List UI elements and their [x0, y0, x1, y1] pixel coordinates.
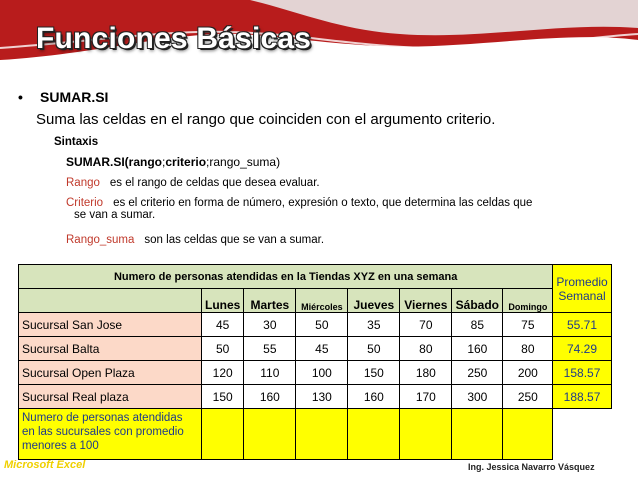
- value-cell[interactable]: 150: [348, 361, 400, 385]
- arg-text: es el rango de celdas que desea evaluar.: [109, 177, 320, 189]
- arg-name: Rango: [66, 177, 100, 189]
- avg-header-line2: Semanal: [558, 288, 606, 303]
- summary-outside-cell: [553, 409, 611, 460]
- value-cell[interactable]: 45: [296, 337, 348, 361]
- value-cell[interactable]: 160: [452, 337, 503, 361]
- topic-description: Suma las celdas en el rango que coinciden con el argumento criterio.: [36, 111, 496, 128]
- syntax-rest: ;rango_suma): [206, 155, 281, 169]
- summary-empty-cell[interactable]: [503, 409, 553, 460]
- summary-empty-cell[interactable]: [202, 409, 244, 460]
- value-cell[interactable]: 130: [296, 385, 348, 409]
- bullet-icon: •: [18, 89, 23, 105]
- value-cell[interactable]: 200: [503, 361, 553, 385]
- syntax-formula: [66, 155, 280, 169]
- value-cell[interactable]: 100: [296, 361, 348, 385]
- value-cell[interactable]: 170: [400, 385, 452, 409]
- arg-rango: [66, 177, 320, 189]
- value-cell[interactable]: 45: [202, 313, 244, 337]
- avg-header-line1: Promedio: [556, 274, 608, 289]
- value-cell[interactable]: 80: [503, 337, 553, 361]
- branch-cell[interactable]: Sucursal Open Plaza: [19, 361, 202, 385]
- syntax-arg-rango: rango: [128, 155, 163, 169]
- value-cell[interactable]: 50: [202, 337, 244, 361]
- footer-author: Ing. Jessica Navarro Vásquez: [468, 462, 595, 472]
- branch-cell[interactable]: Sucursal Balta: [19, 337, 202, 361]
- corner-cell: [19, 289, 202, 313]
- value-cell[interactable]: 120: [202, 361, 244, 385]
- avg-header: [553, 265, 611, 313]
- arg-text: es el criterio en forma de número, expresión o texto, que determina las celdas que: [113, 197, 533, 209]
- table-row: [19, 361, 612, 385]
- value-cell[interactable]: 75: [503, 313, 553, 337]
- summary-empty-cell[interactable]: [244, 409, 296, 460]
- day-header: Viernes: [400, 289, 452, 313]
- arg-text-continued: se van a sumar.: [74, 209, 156, 221]
- day-header: Domingo: [503, 289, 553, 313]
- topic-bullet: [18, 89, 108, 105]
- summary-empty-cell[interactable]: [296, 409, 348, 460]
- table-row-summary: [19, 409, 612, 460]
- day-header: Martes: [244, 289, 296, 313]
- arg-criterio: [66, 197, 532, 221]
- syntax-label: Sintaxis: [54, 136, 99, 148]
- avg-cell[interactable]: 55.71: [553, 313, 611, 337]
- summary-empty-cell[interactable]: [348, 409, 400, 460]
- table-row: [19, 385, 612, 409]
- summary-empty-cell[interactable]: [452, 409, 503, 460]
- table-caption: Numero de personas atendidas en la Tiendas XYZ en una semana: [19, 265, 553, 289]
- table-row: [19, 337, 612, 361]
- value-cell[interactable]: 55: [244, 337, 296, 361]
- day-header: Lunes: [202, 289, 244, 313]
- day-header: Jueves: [348, 289, 400, 313]
- day-header: Sábado: [452, 289, 503, 313]
- syntax-arg-criterio: criterio: [165, 155, 207, 169]
- avg-cell[interactable]: 74.29: [553, 337, 611, 361]
- syntax-sep: ;: [162, 155, 166, 169]
- value-cell[interactable]: 110: [244, 361, 296, 385]
- value-cell[interactable]: 80: [400, 337, 452, 361]
- avg-cell[interactable]: 188.57: [553, 385, 611, 409]
- summary-label-cell[interactable]: Numero de personas atendidas en las sucursales con promedio menores a 100: [19, 409, 202, 460]
- summary-empty-cell[interactable]: [400, 409, 452, 460]
- day-header: Miércoles: [296, 289, 348, 313]
- value-cell[interactable]: 50: [296, 313, 348, 337]
- value-cell[interactable]: 300: [452, 385, 503, 409]
- arg-name: Rango_suma: [66, 234, 135, 246]
- value-cell[interactable]: 180: [400, 361, 452, 385]
- arg-rango-suma: [66, 234, 324, 246]
- branch-cell[interactable]: Sucursal San Jose: [19, 313, 202, 337]
- data-table: [18, 264, 612, 460]
- branch-cell[interactable]: Sucursal Real plaza: [19, 385, 202, 409]
- table-row: [19, 313, 612, 337]
- avg-cell[interactable]: 158.57: [553, 361, 611, 385]
- value-cell[interactable]: 35: [348, 313, 400, 337]
- page-title: Funciones Básicas: [36, 22, 312, 55]
- arg-text: son las celdas que se van a sumar.: [144, 234, 325, 246]
- value-cell[interactable]: 250: [452, 361, 503, 385]
- value-cell[interactable]: 50: [348, 337, 400, 361]
- value-cell[interactable]: 70: [400, 313, 452, 337]
- value-cell[interactable]: 160: [348, 385, 400, 409]
- value-cell[interactable]: 85: [452, 313, 503, 337]
- value-cell[interactable]: 30: [244, 313, 296, 337]
- topic-name: SUMAR.SI: [40, 89, 109, 105]
- value-cell[interactable]: 150: [202, 385, 244, 409]
- value-cell[interactable]: 160: [244, 385, 296, 409]
- arg-name: Criterio: [66, 197, 104, 209]
- value-cell[interactable]: 250: [503, 385, 553, 409]
- footer-app-name: Microsoft Excel: [4, 459, 86, 471]
- syntax-func: SUMAR.SI(: [66, 155, 129, 169]
